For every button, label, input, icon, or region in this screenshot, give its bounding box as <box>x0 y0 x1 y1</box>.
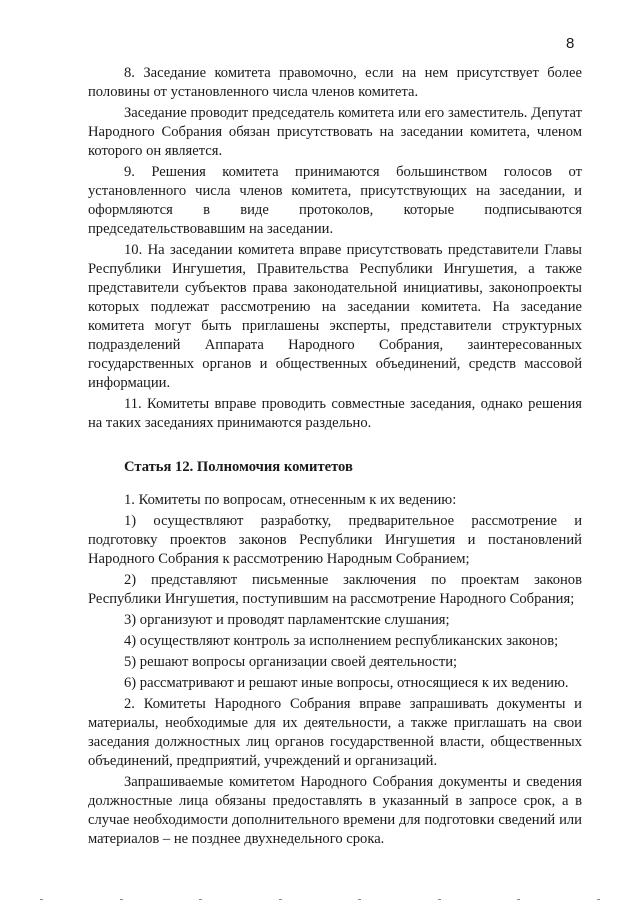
paragraph-deadline: Запрашиваемые комитетом Народного Собрания документы и сведения должностные лица обязаны предоставлять в указанный в запросе срок, а в случае необходимости дополнительного времени для подготовки сведений или материалов – не позднее двухнедельного срока. <box>88 774 582 847</box>
page-number: 8 <box>566 35 575 52</box>
list-item-6: 6) рассматривают и решают иные вопросы, относящиеся к их ведению. <box>124 675 569 691</box>
list-item-5: 5) решают вопросы организации своей деятельности; <box>124 654 458 670</box>
paragraph-9-decisions: 9. Решения комитета принимаются большинством голосов от установленного числа членов комитета, присутствующих на заседании, и оформляются в виде протоколов, которые подписываются председательствовавшим на заседании. <box>88 164 582 237</box>
paragraph-2-requests: 2. Комитеты Народного Собрания вправе запрашивать документы и материалы, необходимые для их деятельности, а также приглашать на свои заседания должностных лиц органов государственной власти, общественных объединений, предприятий, учреждений и организаций. <box>88 696 582 769</box>
document-body <box>88 64 582 851</box>
paragraph-10-attendees: 10. На заседании комитета вправе присутствовать представители Главы Республики Ингушетия, Правительства Республики Ингушетия, а также представители субъектов права законодательной инициативы, законопроекты которых подлежат рассмотрению на заседании комитета. На заседание комитета могут быть приглашены эксперты, представители структурных подразделений Аппарата Народного Собрания, заинтересованных государственных органов и общественных объединений, средств массовой информации. <box>88 242 582 391</box>
list-item-3: 3) организуют и проводят парламентские слушания; <box>124 612 450 628</box>
list-item-2: 2) представляют письменные заключения по проектам законов Республики Ингушетия, поступившим на рассмотрение Народного Собрания; <box>88 572 582 607</box>
paragraph-8-quorum: 8. Заседание комитета правомочно, если на нем присутствует более половины от установленного числа членов комитета. <box>88 65 582 100</box>
paragraph-chairman: Заседание проводит председатель комитета или его заместитель. Депутат Народного Собрания обязан присутствовать на заседании комитета, членом которого он является. <box>88 105 582 159</box>
scan-edge-marks <box>0 899 640 905</box>
article-12-heading: Статья 12. Полномочия комитетов <box>124 459 353 475</box>
list-item-4: 4) осуществляют контроль за исполнением республиканских законов; <box>124 633 559 649</box>
list-item-1: 1) осуществляют разработку, предварительное рассмотрение и подготовку проектов законов Республики Ингушетия и постановлений Народного Собрания к рассмотрению Народным Собранием; <box>88 513 582 567</box>
paragraph-11-joint-sessions: 11. Комитеты вправе проводить совместные заседания, однако решения на таких заседаниях принимаются раздельно. <box>88 396 582 431</box>
paragraph-1-intro: 1. Комитеты по вопросам, отнесенным к их ведению: <box>124 492 457 508</box>
